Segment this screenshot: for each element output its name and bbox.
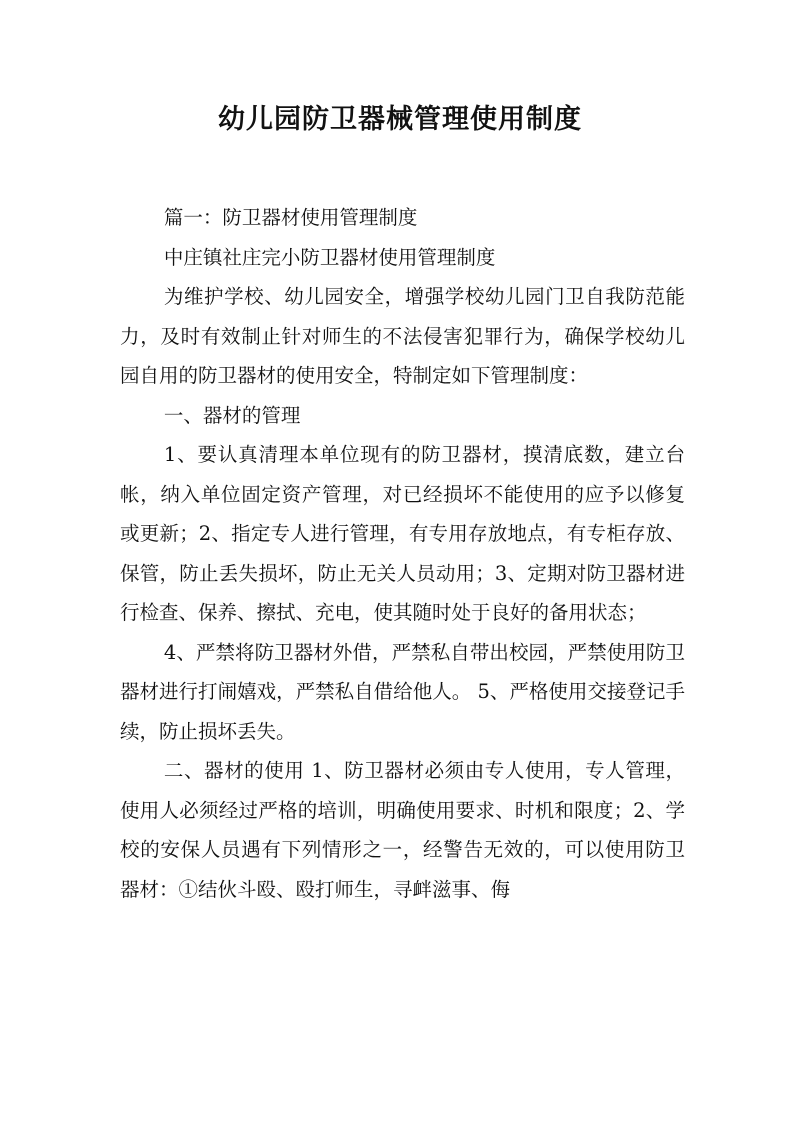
paragraph-prohibitions: 4、严禁将防卫器材外借，严禁私自带出校园，严禁使用防卫器材进行打闹嬉戏，严禁私自借给他人。 5、严格使用交接登记手续，防止损坏丢失。 [120, 640, 685, 743]
paragraph-management-rules: 1、要认真清理本单位现有的防卫器材，摸清底数，建立台帐，纳入单位固定资产管理，对已经损坏不能使用的应予以修复或更新；2、指定专人进行管理，有专用存放地点，有专柜存放、保管，防止丢失损坏，防止无关人员动用；3、定期对防卫器材进行检查、保养、擦拭、充电，使其随时处于良好的备用状态； [120, 443, 685, 624]
paragraph-usage-rules: 二、器材的使用 1、防卫器材必须由专人使用，专人管理，使用人必须经过严格的培训，明确使用要求、时机和限度；2、学校的安保人员遇有下列情形之一，经警告无效的，可以使用防卫器材：①结伙斗殴、殴打师生，寻衅滋事、侮 [120, 759, 685, 901]
document-title: 幼儿园防卫器械管理使用制度 [218, 104, 582, 135]
subtitle: 中庄镇社庄完小防卫器材使用管理制度 [163, 245, 496, 269]
section-heading: 篇一：防卫器材使用管理制度 [163, 206, 418, 229]
intro-paragraph: 为维护学校、幼儿园安全，增强学校幼儿园门卫自我防范能力，及时有效制止针对师生的不法侵害犯罪行为，确保学校幼儿园自用的防卫器材的使用安全，特制定如下管理制度： [120, 285, 685, 387]
section-heading-management: 一、器材的管理 [163, 403, 301, 427]
document-body [120, 198, 685, 909]
